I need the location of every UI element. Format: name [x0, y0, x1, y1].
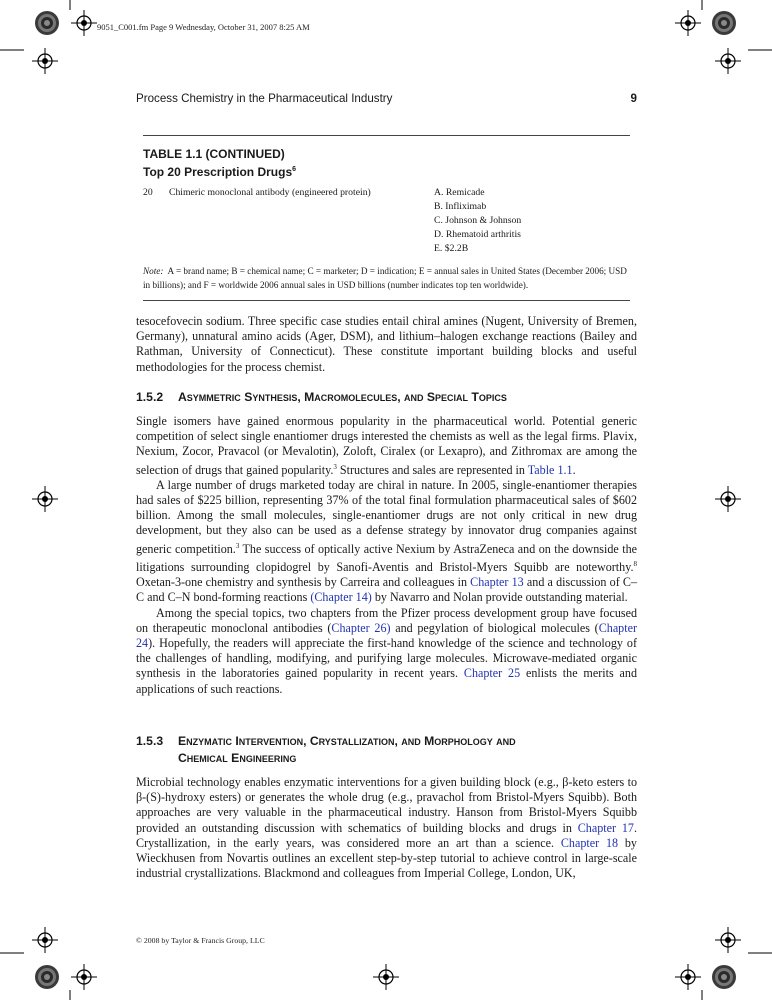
row-value: D. Rhematoid arthritis: [434, 229, 521, 240]
table-title-line2: Top 20 Prescription Drugs$^6$: [143, 165, 297, 179]
note-label: Note:: [143, 266, 164, 276]
row-value: C. Johnson & Johnson: [434, 215, 522, 226]
page-number: 9: [630, 92, 637, 105]
registration-mark-icon: [32, 48, 58, 74]
star-target-icon: [712, 965, 736, 989]
chapter-link[interactable]: Chapter 24: [136, 620, 637, 650]
row-number: 20: [143, 187, 153, 198]
paragraph: Among the special topics, two chapters from the Pfizer process development group have focused on therapeutic monoclonal antibodies (Chapter 26) and pegylation of biological molecules (Chapter 24). Hopefully, the readers will appreciate the first-hand knowledge of the science and technology of the challenges of handling, modifying, and purifying large molecules. Microwave-mediated organic synthesis in the laboratories gained popularity in recent years. Chapter 25 enlists the merits and applications of such reactions.: [136, 605, 637, 696]
section-153-body: [136, 775, 637, 881]
section-heading-153: [136, 733, 637, 767]
note-text: A = brand name; B = chemical name; C = marketer; D = indication; E = annual sales in United States (December 2006; USD in billions); and F = worldwide 2006 annual sales in USD billions (number indicates top ten worldwide).: [143, 266, 627, 290]
registration-mark-icon: [71, 10, 97, 36]
chapter-link[interactable]: (Chapter 14): [310, 590, 372, 605]
paragraph: A large number of drugs marketed today are chiral in nature. In 2005, single-enantiomer therapies had sales of $225 billion, representing 37% of the total final formulation pharmaceutical sales of $602 billion. Among the small molecules, single-enantiomer drugs are not only critical in new drug development, but they also can be used as a defense strategy by innovator drug companies against generic competition.$^3$ The success of optically active Nexium by AstraZeneca and on the downside the litigations surrounding clopidogrel by Sanofi-Aventis and Bristol-Myers Squibb are noteworthy.$^8$ Oxetan-3-one chemistry and synthesis by Carreira and colleagues in Chapter 13 and a discussion of C–C and C–N bond-forming reactions (Chapter 14) by Navarro and Nolan provide outstanding material.: [136, 477, 638, 605]
registration-mark-icon: [715, 48, 741, 74]
copyright-footer: © 2008 by Taylor & Francis Group, LLC: [136, 936, 265, 945]
file-slug: 9051_C001.fm Page 9 Wednesday, October 31, 2007 8:25 AM: [97, 22, 310, 32]
section-title: Asymmetric Synthesis, Macromolecules, and Special Topics: [178, 390, 507, 404]
running-title: Process Chemistry in the Pharmaceutical Industry: [136, 92, 393, 105]
table-title-line1: TABLE 1.1 (CONTINUED): [143, 147, 285, 161]
registration-mark-icon: [32, 927, 58, 953]
chapter-link[interactable]: Chapter 17: [577, 820, 634, 835]
row-value: B. Infliximab: [434, 201, 487, 212]
registration-mark-icon: [715, 927, 741, 953]
paragraph: Single isomers have gained enormous popularity in the pharmaceutical world. Potential generic competition of select single enantiomer drugs interested the chemists as well as the legal firms. Plavix, Nexium, Zocor, Pravacol (or Mevalotin), Zoloft, Ciralex (or Lexapro), and Zithromax are among the selection of drugs that gained popularity.$^3$ Structures and sales are represented in Table 1.1.: [136, 414, 637, 477]
star-target-icon: [35, 11, 59, 35]
table-link[interactable]: Table 1.1: [527, 462, 573, 477]
row-value: E. $2.2B: [434, 243, 469, 254]
table-bottom-rule: [143, 300, 630, 301]
registration-mark-icon: [373, 964, 399, 990]
star-target-icon: [35, 965, 59, 989]
star-target-icon: [712, 11, 736, 35]
section-152-body: [136, 414, 637, 697]
section-title-line1: Enzymatic Intervention, Crystallization, and Morphology and: [178, 734, 516, 748]
section-title-line2: Chemical Engineering: [178, 751, 297, 765]
row-value: A. Remicade: [434, 187, 485, 198]
paragraph-text: tesocefovecin sodium. Three specific case studies entail chiral amines (Nugent, University of Bremen, Germany), unnatural amino acids (Ager, DSM), and lithium–halogen exchange reactions (Bailey and Rathman, University of Connecticut). These constitute important building blocks and useful methodologies for the process chemist.: [136, 314, 637, 374]
chapter-link[interactable]: Chapter 26): [331, 620, 391, 635]
table-note: [143, 264, 632, 292]
registration-mark-icon: [715, 486, 741, 512]
table-top-rule: [143, 135, 630, 136]
chapter-link[interactable]: Chapter 25: [463, 666, 521, 681]
chapter-link[interactable]: Chapter 18: [560, 835, 619, 850]
intro-paragraph: [136, 314, 637, 375]
registration-mark-icon: [71, 964, 97, 990]
registration-mark-icon: [675, 10, 701, 36]
row-description: Chimeric monoclonal antibody (engineered protein): [169, 187, 371, 198]
registration-mark-icon: [32, 486, 58, 512]
table-title-ref: 6: [292, 166, 297, 173]
section-number: 1.5.2: [136, 390, 164, 404]
chapter-link[interactable]: Chapter 13: [470, 575, 524, 590]
table-title: [143, 146, 296, 180]
running-header: [136, 92, 637, 105]
row-values: [434, 186, 521, 256]
section-heading-152: [136, 389, 637, 406]
paragraph: Microbial technology enables enzymatic interventions for a given building block (e.g., β-keto esters to β-(S)-hydroxy esters) or generates the whole drug (e.g., pravachol from Bristol-Myers Squibb). Both approaches are very valuable in the pharmaceutical industry. Hanson from Bristol-Myers Squibb provided an outstanding discussion with schematics of building blocks and drugs in Chapter 17. Crystallization, in the early years, was considered more an art than a science. Chapter 18 by Wieckhusen from Novartis outlines an excellent step-by-step tutorial to achieve control in large-scale industrial crystallizations. Blackmond and colleagues from Imperial College, London, UK,: [136, 775, 637, 881]
registration-mark-icon: [675, 964, 701, 990]
section-number: 1.5.3: [136, 734, 164, 748]
